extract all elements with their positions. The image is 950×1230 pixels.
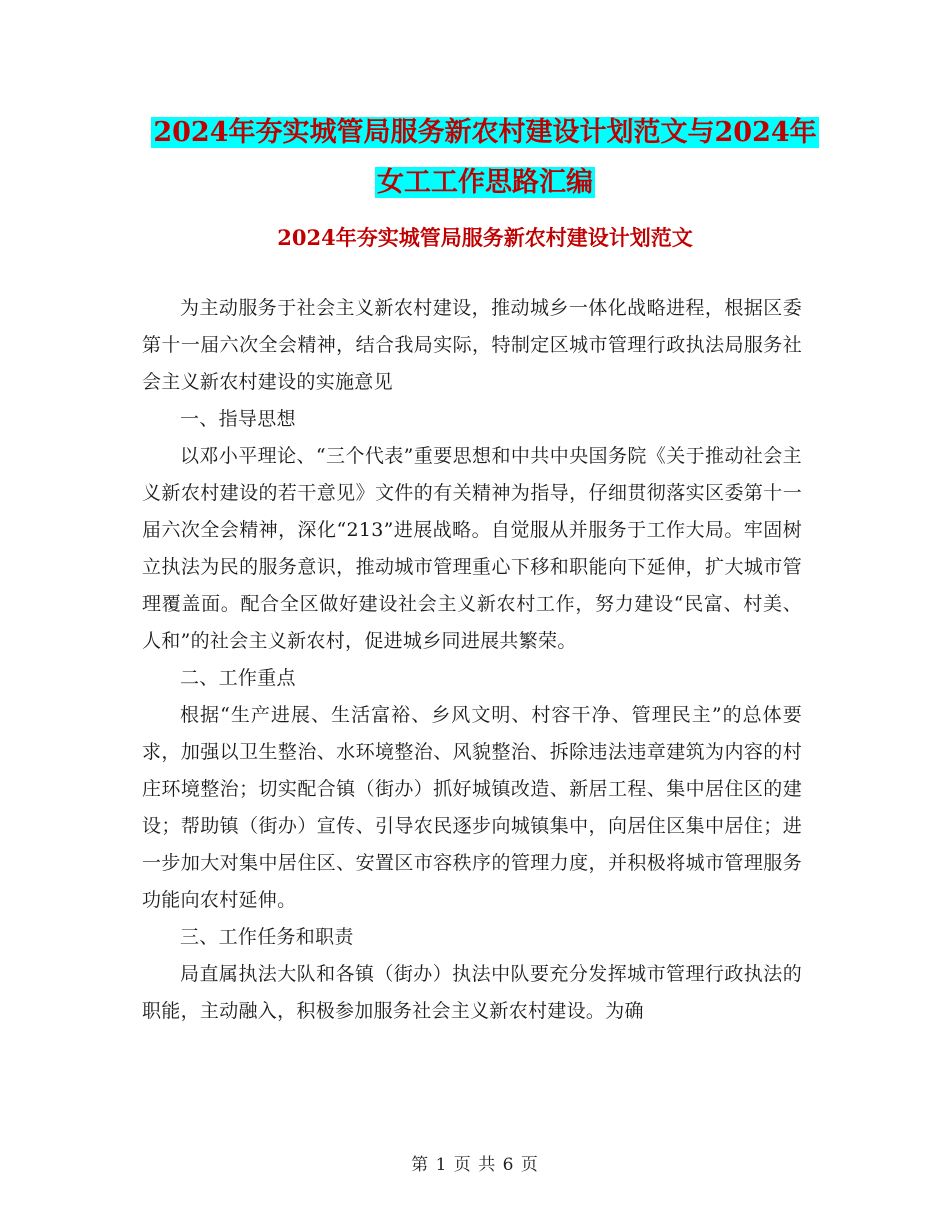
title-line-2: 女工工作思路汇编: [377, 167, 593, 198]
page-footer: 第 1 页 共 6 页: [411, 1155, 539, 1175]
document-title: [140, 108, 830, 208]
paragraph-tasks-duties: 局直属执法大队和各镇（街办）执法中队要充分发挥城市管理行政执法的职能，主动融入，积极参加服务社会主义新农村建设。为确: [142, 963, 802, 1022]
title-line-1: 2024年夯实城管局服务新农村建设计划范文与2024年: [153, 117, 817, 148]
section-title: 2024年夯实城管局服务新农村建设计划范文: [277, 225, 693, 250]
paragraph-work-focus: 根据“生产进展、生活富裕、乡风文明、村容干净、管理民主”的总体要求，加强以卫生整治、水环境整治、风貌整治、拆除违法违章建筑为内容的村庄环境整治；切实配合镇（街办）抓好城镇改造、新居工程、集中居住区的建设；帮助镇（街办）宣传、引导农民逐步向城镇集中，向居住区集中居住；进一步加大对集中居住区、安置区市容秩序的管理力度，并积极将城市管理服务功能向农村延伸。: [142, 704, 802, 911]
heading-work-focus: 二、工作重点: [180, 667, 296, 689]
heading-tasks-duties: 三、工作任务和职责: [180, 926, 354, 948]
heading-guiding-ideology: 一、指导思想: [180, 408, 296, 430]
document-body: [142, 290, 802, 1030]
paragraph-guiding-ideology: 以邓小平理论、“三个代表”重要思想和中共中央国务院《关于推动社会主义新农村建设的若干意见》文件的有关精神为指导，仔细贯彻落实区委第十一届六次全会精神，深化“213”进展战略。自觉服从并服务于工作大局。牢固树立执法为民的服务意识，推动城市管理重心下移和职能向下延伸，扩大城市管理覆盖面。配合全区做好建设社会主义新农村工作，努力建设“民富、村美、人和”的社会主义新农村，促进城乡同进展共繁荣。: [142, 445, 802, 652]
paragraph-intro: 为主动服务于社会主义新农村建设，推动城乡一体化战略进程，根据区委第十一届六次全会精神，结合我局实际，特制定区城市管理行政执法局服务社会主义新农村建设的实施意见: [142, 297, 802, 393]
